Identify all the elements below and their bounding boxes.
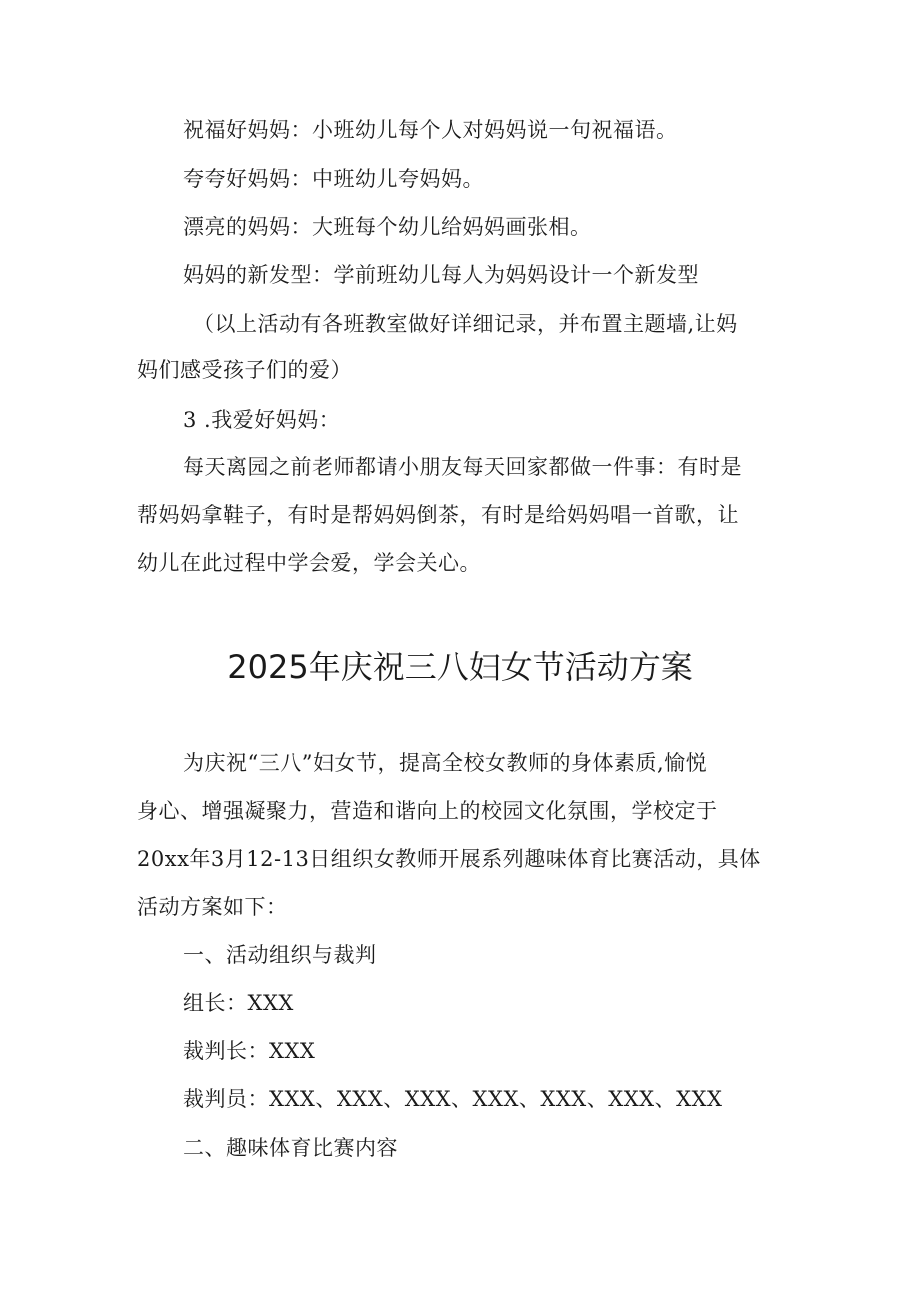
activity-item-praise: 夸夸好妈妈：中班幼儿夸妈妈。	[183, 167, 484, 191]
judges-line: 裁判员：XXX、XXX、XXX、XXX、XXX、XXX、XXX	[183, 1087, 723, 1111]
activity-item-blessing: 祝福好妈妈：小班幼儿每个人对妈妈说一句祝福语。	[183, 118, 678, 142]
intro-line-2: 身心、增强凝聚力，营造和谐向上的校园文化氛围，学校定于	[137, 799, 718, 823]
heading-organization: 一、活动组织与裁判	[183, 943, 377, 967]
paragraph-line-2: 帮妈妈拿鞋子，有时是帮妈妈倒茶，有时是给妈妈唱一首歌，让	[137, 503, 739, 527]
intro-line-3: 20xx年3月12-13日组织女教师开展系列趣味体育比赛活动，具体	[137, 847, 761, 871]
activity-item-portrait: 漂亮的妈妈：大班每个幼儿给妈妈画张相。	[183, 215, 592, 239]
chief-judge-line: 裁判长：XXX	[183, 1039, 316, 1063]
subheading-love-mom: 3 .我爱好妈妈：	[183, 408, 341, 432]
paragraph-line-1: 每天离园之前老师都请小朋友每天回家都做一件事：有时是	[183, 455, 742, 479]
note-line-2: 妈们感受孩子们的爱）	[137, 358, 352, 382]
activity-item-hairstyle: 妈妈的新发型：学前班幼儿每人为妈妈设计一个新发型	[183, 263, 699, 287]
document-title: 2025年庆祝三八妇女节活动方案	[227, 648, 693, 686]
intro-line-1: 为庆祝“三八”妇女节，提高全校女教师的身体素质,愉悦	[183, 751, 708, 775]
intro-line-4: 活动方案如下：	[137, 895, 288, 919]
heading-competition-content: 二、趣味体育比赛内容	[183, 1136, 398, 1160]
note-line-1: （以上活动有各班教室做好详细记录，并布置主题墙,让妈	[193, 312, 738, 336]
paragraph-line-3: 幼儿在此过程中学会爱，学会关心。	[137, 551, 481, 575]
leader-line: 组长：XXX	[183, 991, 294, 1015]
